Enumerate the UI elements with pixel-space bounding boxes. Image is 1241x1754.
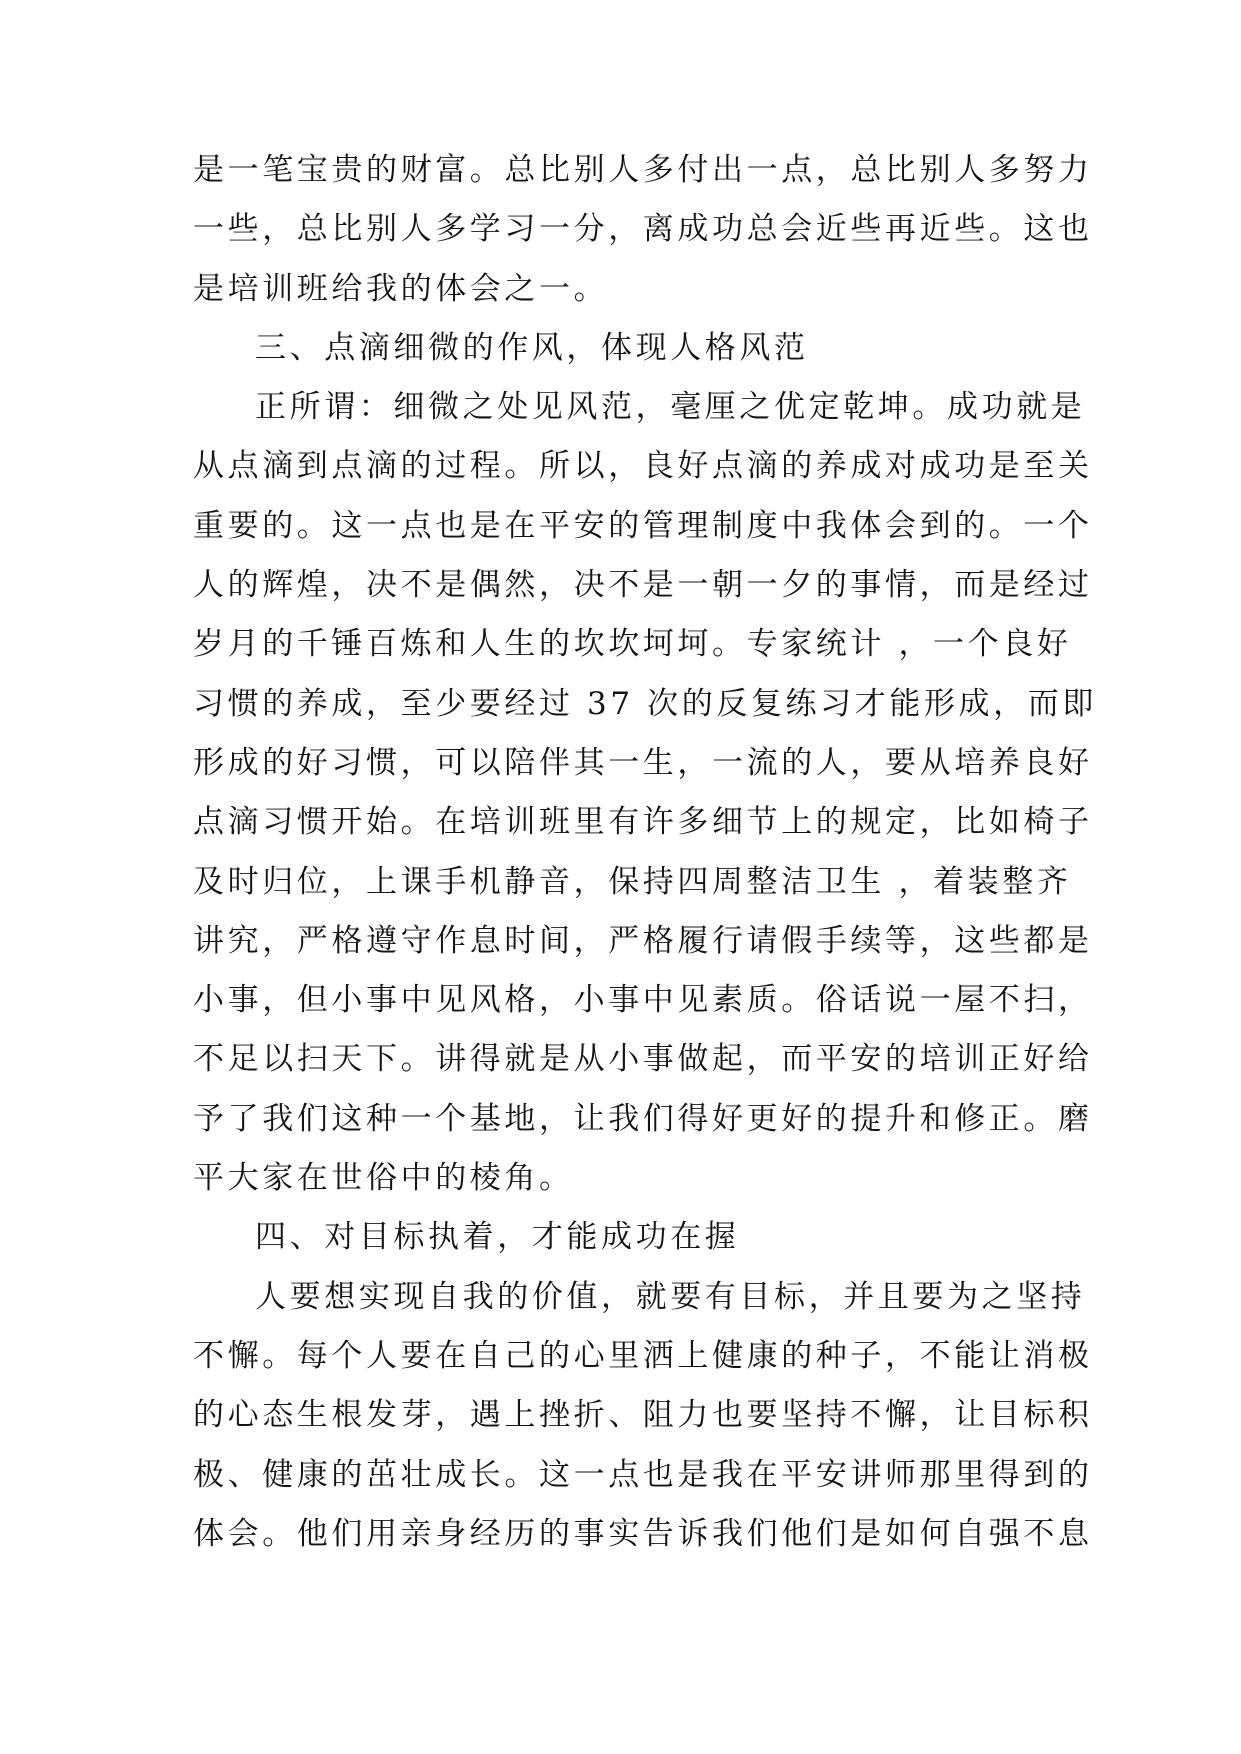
document-body	[193, 141, 1097, 1564]
section-heading: 三、点滴细微的作风，体现人格风范	[255, 329, 809, 366]
body-line: 一些，总比别人多学习一分，离成功总会近些再近些。这也	[193, 211, 1093, 248]
paragraph-start-line: 正所谓：细微之处见风范，毫厘之优定乾坤。成功就是	[255, 389, 1086, 426]
body-line: 是一笔宝贵的财富。总比别人多付出一点，总比别人多努力	[193, 152, 1093, 188]
body-line: 岁月的千锤百炼和人生的坎坎坷坷。专家统计 ，一个良好	[193, 626, 1072, 663]
body-line: 重要的。这一点也是在平安的管理制度中我体会到的。一个	[193, 507, 1093, 544]
body-line: 人的辉煌，决不是偶然，决不是一朝一夕的事情，而是经过	[193, 567, 1093, 604]
body-line: 体会。他们用亲身经历的事实告诉我们他们是如何自强不息	[193, 1515, 1093, 1552]
body-line: 形成的好习惯，可以陪伴其一生，一流的人，要从培养良好	[193, 744, 1093, 781]
body-line: 不懈。每个人要在自己的心里洒上健康的种子，不能让消极	[193, 1337, 1093, 1374]
body-line: 习惯的养成，至少要经过 37 次的反复练习才能形成，而即	[193, 685, 1097, 722]
body-line: 的心态生根发芽，遇上挫折、阻力也要坚持不懈，让目标积	[193, 1397, 1093, 1434]
body-line: 小事，但小事中见风格，小事中见素质。俗话说一屋不扫，	[193, 982, 1093, 1019]
body-line: 从点滴到点滴的过程。所以，良好点滴的养成对成功是至关	[193, 448, 1093, 485]
body-line: 予了我们这种一个基地，让我们得好更好的提升和修正。磨	[193, 1100, 1093, 1137]
body-line: 平大家在世俗中的棱角。	[193, 1160, 574, 1197]
body-line: 点滴习惯开始。在培训班里有许多细节上的规定，比如椅子	[193, 804, 1093, 841]
body-line: 讲究，严格遵守作息时间，严格履行请假手续等，这些都是	[193, 922, 1093, 959]
body-line: 是培训班给我的体会之一。	[193, 270, 609, 307]
section-heading: 四、对目标执着，才能成功在握	[255, 1219, 740, 1256]
paragraph-start-line: 人要想实现自我的价值，就要有目标，并且要为之坚持	[255, 1278, 1086, 1315]
body-line: 极、健康的茁壮成长。这一点也是我在平安讲师那里得到的	[193, 1456, 1093, 1493]
body-line: 及时归位，上课手机静音，保持四周整洁卫生 ，着装整齐	[193, 863, 1072, 900]
body-line: 不足以扫天下。讲得就是从小事做起，而平安的培训正好给	[193, 1041, 1093, 1078]
